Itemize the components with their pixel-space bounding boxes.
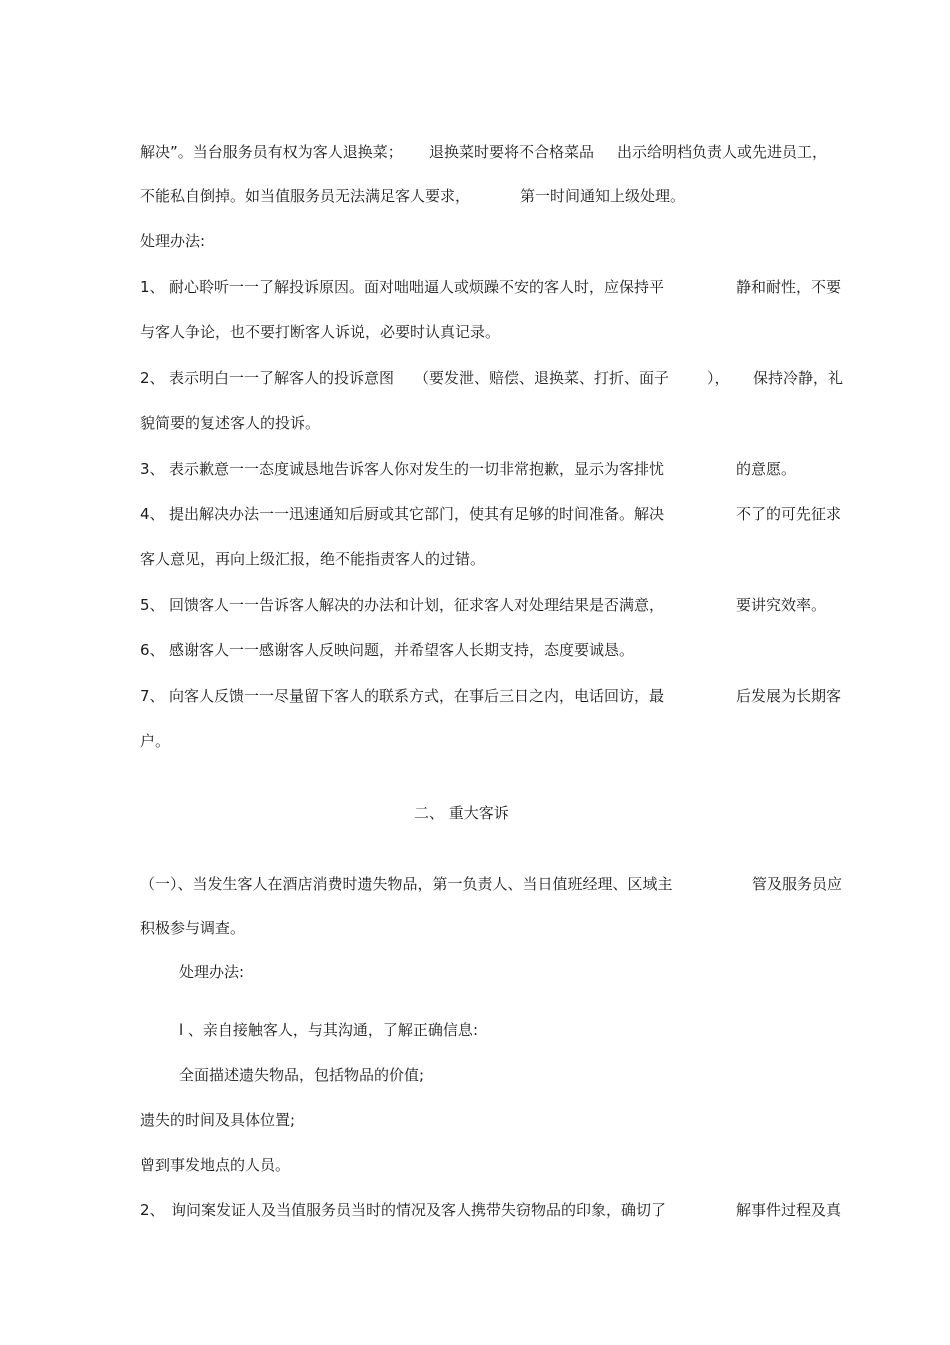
item-text: ）， [707, 369, 730, 387]
subsection-text: 管及服务员应 [752, 875, 843, 893]
subsection-continuation: 积极参与调查。 [140, 919, 246, 937]
item-continuation: 貌简要的复述客人的投诉。 [140, 414, 321, 432]
item-number: 6、 [140, 641, 165, 659]
method-label: 处理办法: [140, 232, 206, 250]
item-continuation: 客人意见，再向上级汇报，绝不能指责客人的过错。 [140, 550, 486, 568]
step-line: l 、亲自接触客人，与其沟通，了解正确信息: [179, 1021, 478, 1039]
item-number: 4、 [140, 505, 165, 523]
item-text: （要发泄、赔偿、退换菜、打折、面子 [414, 369, 670, 387]
item-text: 询问案发证人及当值服务员当时的情况及客人携带失窃物品的印象，确切了 [171, 1201, 667, 1219]
item-text: 后发展为长期客 [736, 687, 842, 705]
item-text: 感谢客人一一感谢客人反映问题，并希望客人长期支持，态度要诚恳。 [169, 641, 635, 659]
step-detail: 全面描述遗失物品，包括物品的价值; [179, 1066, 425, 1084]
item-continuation: 与客人争论，也不要打断客人诉说，必要时认真记录。 [140, 323, 501, 341]
step-detail: 遗失的时间及具体位置; [140, 1111, 296, 1129]
item-number: 2、 [140, 1201, 165, 1219]
text-segment: 出示给明档负责人或先进员工， [617, 143, 828, 161]
item-text: 的意愿。 [736, 460, 797, 478]
item-number: 3、 [140, 460, 165, 478]
item-text: 静和耐性，不要 [736, 278, 842, 296]
item-text: 回馈客人一一告诉客人解决的办法和计划，征求客人对处理结果是否满意， [169, 596, 665, 614]
item-text: 要讲究效率。 [736, 596, 827, 614]
step-detail: 曾到事发地点的人员。 [140, 1156, 291, 1174]
item-text: 向客人反馈一一尽量留下客人的联系方式，在事后三日之内，电话回访，最 [169, 687, 665, 705]
item-text: 提出解决办法一一迅速通知后厨或其它部门，使其有足够的时间准备。解决 [169, 505, 665, 523]
text-segment: 退换菜时要将不合格菜品 [429, 143, 595, 161]
item-text: 保持冷静，礼 [753, 369, 844, 387]
item-number: 7、 [140, 687, 165, 705]
item-text: 解事件过程及真 [736, 1201, 842, 1219]
item-number: 5、 [140, 596, 165, 614]
item-text: 表示明白一一了解客人的投诉意图 [169, 369, 395, 387]
subsection-text: （一）、当发生客人在酒店消费时遗失物品，第一负责人、当日值班经理、区域主 [140, 875, 673, 893]
item-text: 不了的可先征求 [736, 505, 842, 523]
item-text: 表示歉意一一态度诚恳地告诉客人你对发生的一切非常抱歉，显示为客排忧 [169, 460, 665, 478]
text-segment: 第一时间通知上级处理。 [520, 187, 686, 205]
section-title: 二、 重大客诉 [414, 804, 509, 822]
item-number: 2、 [140, 369, 165, 387]
item-continuation: 户。 [140, 732, 171, 750]
item-number: 1、 [140, 278, 165, 296]
method-label: 处理办法: [179, 963, 245, 981]
text-segment: 不能私自倒掉。如当值服务员无法满足客人要求， [140, 187, 471, 205]
text-segment: 解决”。当台服务员有权为客人退换菜； [140, 143, 403, 161]
item-text: 耐心聆听一一了解投诉原因。面对咄咄逼人或烦躁不安的客人时，应保持平 [169, 278, 665, 296]
